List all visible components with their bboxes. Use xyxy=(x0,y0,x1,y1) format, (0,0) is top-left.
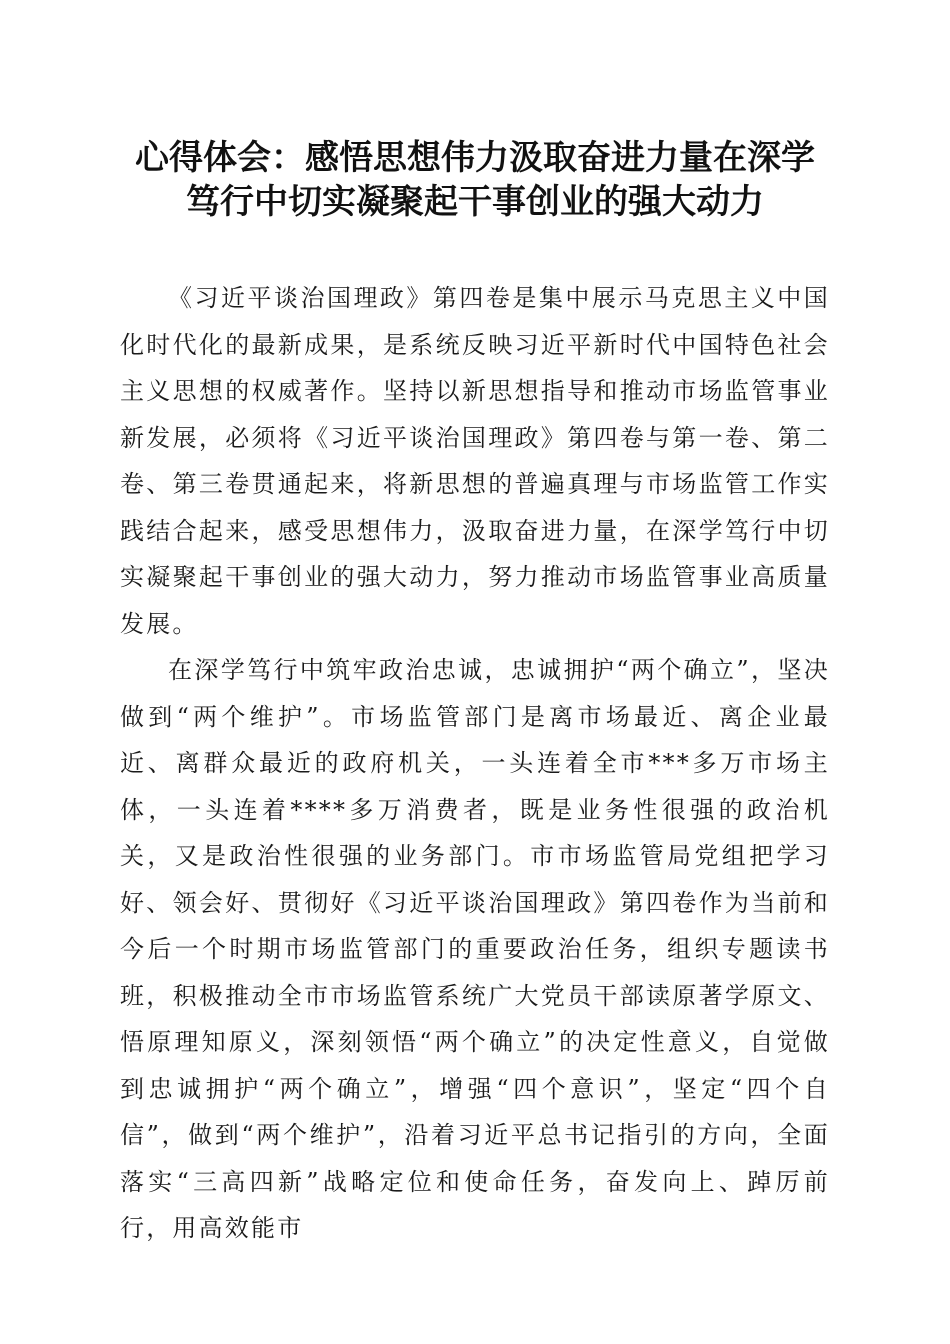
document-body xyxy=(120,275,830,1252)
document-title xyxy=(100,136,850,224)
paragraph-2: 在深学笃行中筑牢政治忠诚，忠诚拥护“两个确立”，坚决做到“两个维护”。市场监管部门是离市场最近、离企业最近、离群众最近的政府机关，一头连着全市***多万市场主体，一头连着****多万消费者，既是业务性很强的政治机关，又是政治性很强的业务部门。市市场监管局党组把学习好、领会好、贯彻好《习近平谈治国理政》第四卷作为当前和今后一个时期市场监管部门的重要政治任务，组织专题读书班，积极推动全市市场监管系统广大党员干部读原著学原文、悟原理知原义，深刻领悟“两个确立”的决定性意义，自觉做到忠诚拥护“两个确立”，增强“四个意识”，坚定“四个自信”，做到“两个维护”，沿着习近平总书记指引的方向，全面落实“三高四新”战略定位和使命任务，奋发向上、踔厉前行，用高效能市 xyxy=(120,656,830,1242)
title-line-1: 心得体会：感悟思想伟力汲取奋进力量在深学 xyxy=(135,138,815,178)
title-line-2: 笃行中切实凝聚起干事创业的强大动力 xyxy=(186,182,764,222)
paragraph-1: 《习近平谈治国理政》第四卷是集中展示马克思主义中国化时代化的最新成果，是系统反映习近平新时代中国特色社会主义思想的权威著作。坚持以新思想指导和推动市场监管事业新发展，必须将《习近平谈治国理政》第四卷与第一卷、第二卷、第三卷贯通起来，将新思想的普遍真理与市场监管工作实践结合起来，感受思想伟力，汲取奋进力量，在深学笃行中切实凝聚起干事创业的强大动力，努力推动市场监管事业高质量发展。 xyxy=(120,284,830,638)
